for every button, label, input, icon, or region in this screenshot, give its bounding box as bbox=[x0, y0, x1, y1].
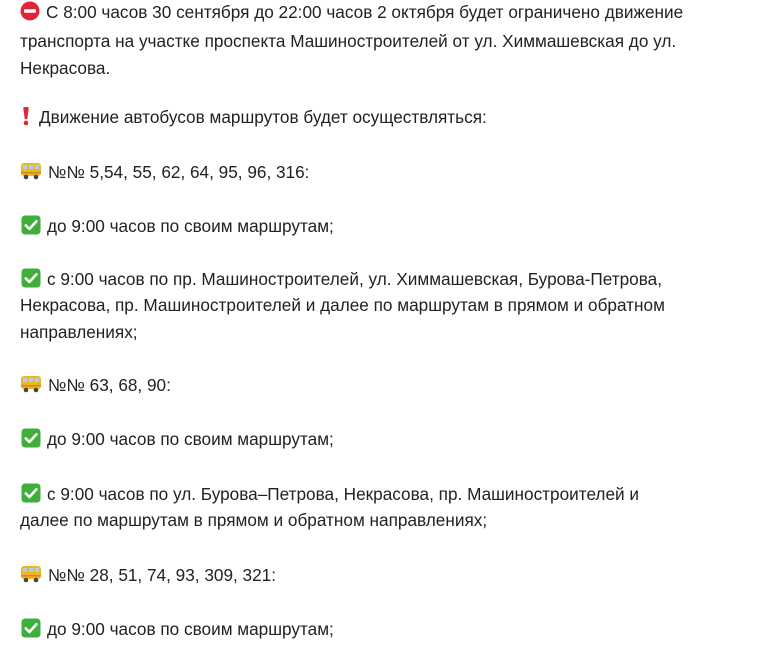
post-text: направлениях; bbox=[20, 322, 138, 342]
post-text: с 9:00 часов по пр. Машиностроителей, ул. Химмашевская, Бурова-Петрова, bbox=[47, 269, 663, 289]
post-text: Движение автобусов маршрутов будет осуществляться: bbox=[39, 107, 487, 127]
post-line bbox=[21, 268, 662, 293]
route-numbers: №№ 63, 68, 90: bbox=[48, 375, 171, 395]
route-group-heading bbox=[20, 564, 276, 589]
bus-icon bbox=[20, 161, 42, 186]
post-line bbox=[20, 30, 676, 52]
post-line bbox=[21, 618, 334, 643]
no-entry-icon bbox=[20, 1, 40, 26]
post-text: Некрасова, пр. Машиностроителей и далее по маршрутам в прямом и обратном bbox=[20, 295, 665, 315]
post-line bbox=[20, 1, 683, 26]
post-line bbox=[21, 428, 334, 453]
post-text: далее по маршрутам в прямом и обратном направлениях; bbox=[20, 510, 488, 530]
post-line bbox=[22, 106, 487, 131]
post-text: до 9:00 часов по своим маршрутам; bbox=[47, 216, 334, 236]
post-text: с 9:00 часов по ул. Бурова–Петрова, Некрасова, пр. Машиностроителей и bbox=[47, 484, 639, 504]
check-mark-icon bbox=[21, 428, 41, 453]
check-mark-icon bbox=[21, 618, 41, 643]
route-group-heading bbox=[20, 161, 309, 186]
post-line bbox=[20, 57, 110, 79]
post-line bbox=[21, 215, 334, 240]
post-line bbox=[20, 321, 138, 343]
post-line bbox=[20, 509, 487, 531]
bus-icon bbox=[20, 564, 42, 589]
post-text: Некрасова. bbox=[20, 58, 111, 78]
route-numbers: №№ 28, 51, 74, 93, 309, 321: bbox=[48, 565, 277, 585]
post-text: до 9:00 часов по своим маршрутам; bbox=[47, 429, 334, 449]
exclamation-icon bbox=[22, 106, 30, 131]
post-line bbox=[20, 294, 665, 316]
route-group-heading bbox=[20, 374, 171, 399]
check-mark-icon bbox=[21, 215, 41, 240]
post-text: С 8:00 часов 30 сентября до 22:00 часов 2 октября будет ограничено движение bbox=[46, 2, 684, 22]
post-text: до 9:00 часов по своим маршрутам; bbox=[47, 619, 334, 639]
route-numbers: №№ 5,54, 55, 62, 64, 95, 96, 316: bbox=[48, 162, 310, 182]
check-mark-icon bbox=[21, 483, 41, 508]
post-line bbox=[21, 483, 639, 508]
bus-icon bbox=[20, 374, 42, 399]
check-mark-icon bbox=[21, 268, 41, 293]
post-text: транспорта на участке проспекта Машиностроителей от ул. Химмашевская до ул. bbox=[20, 31, 677, 51]
